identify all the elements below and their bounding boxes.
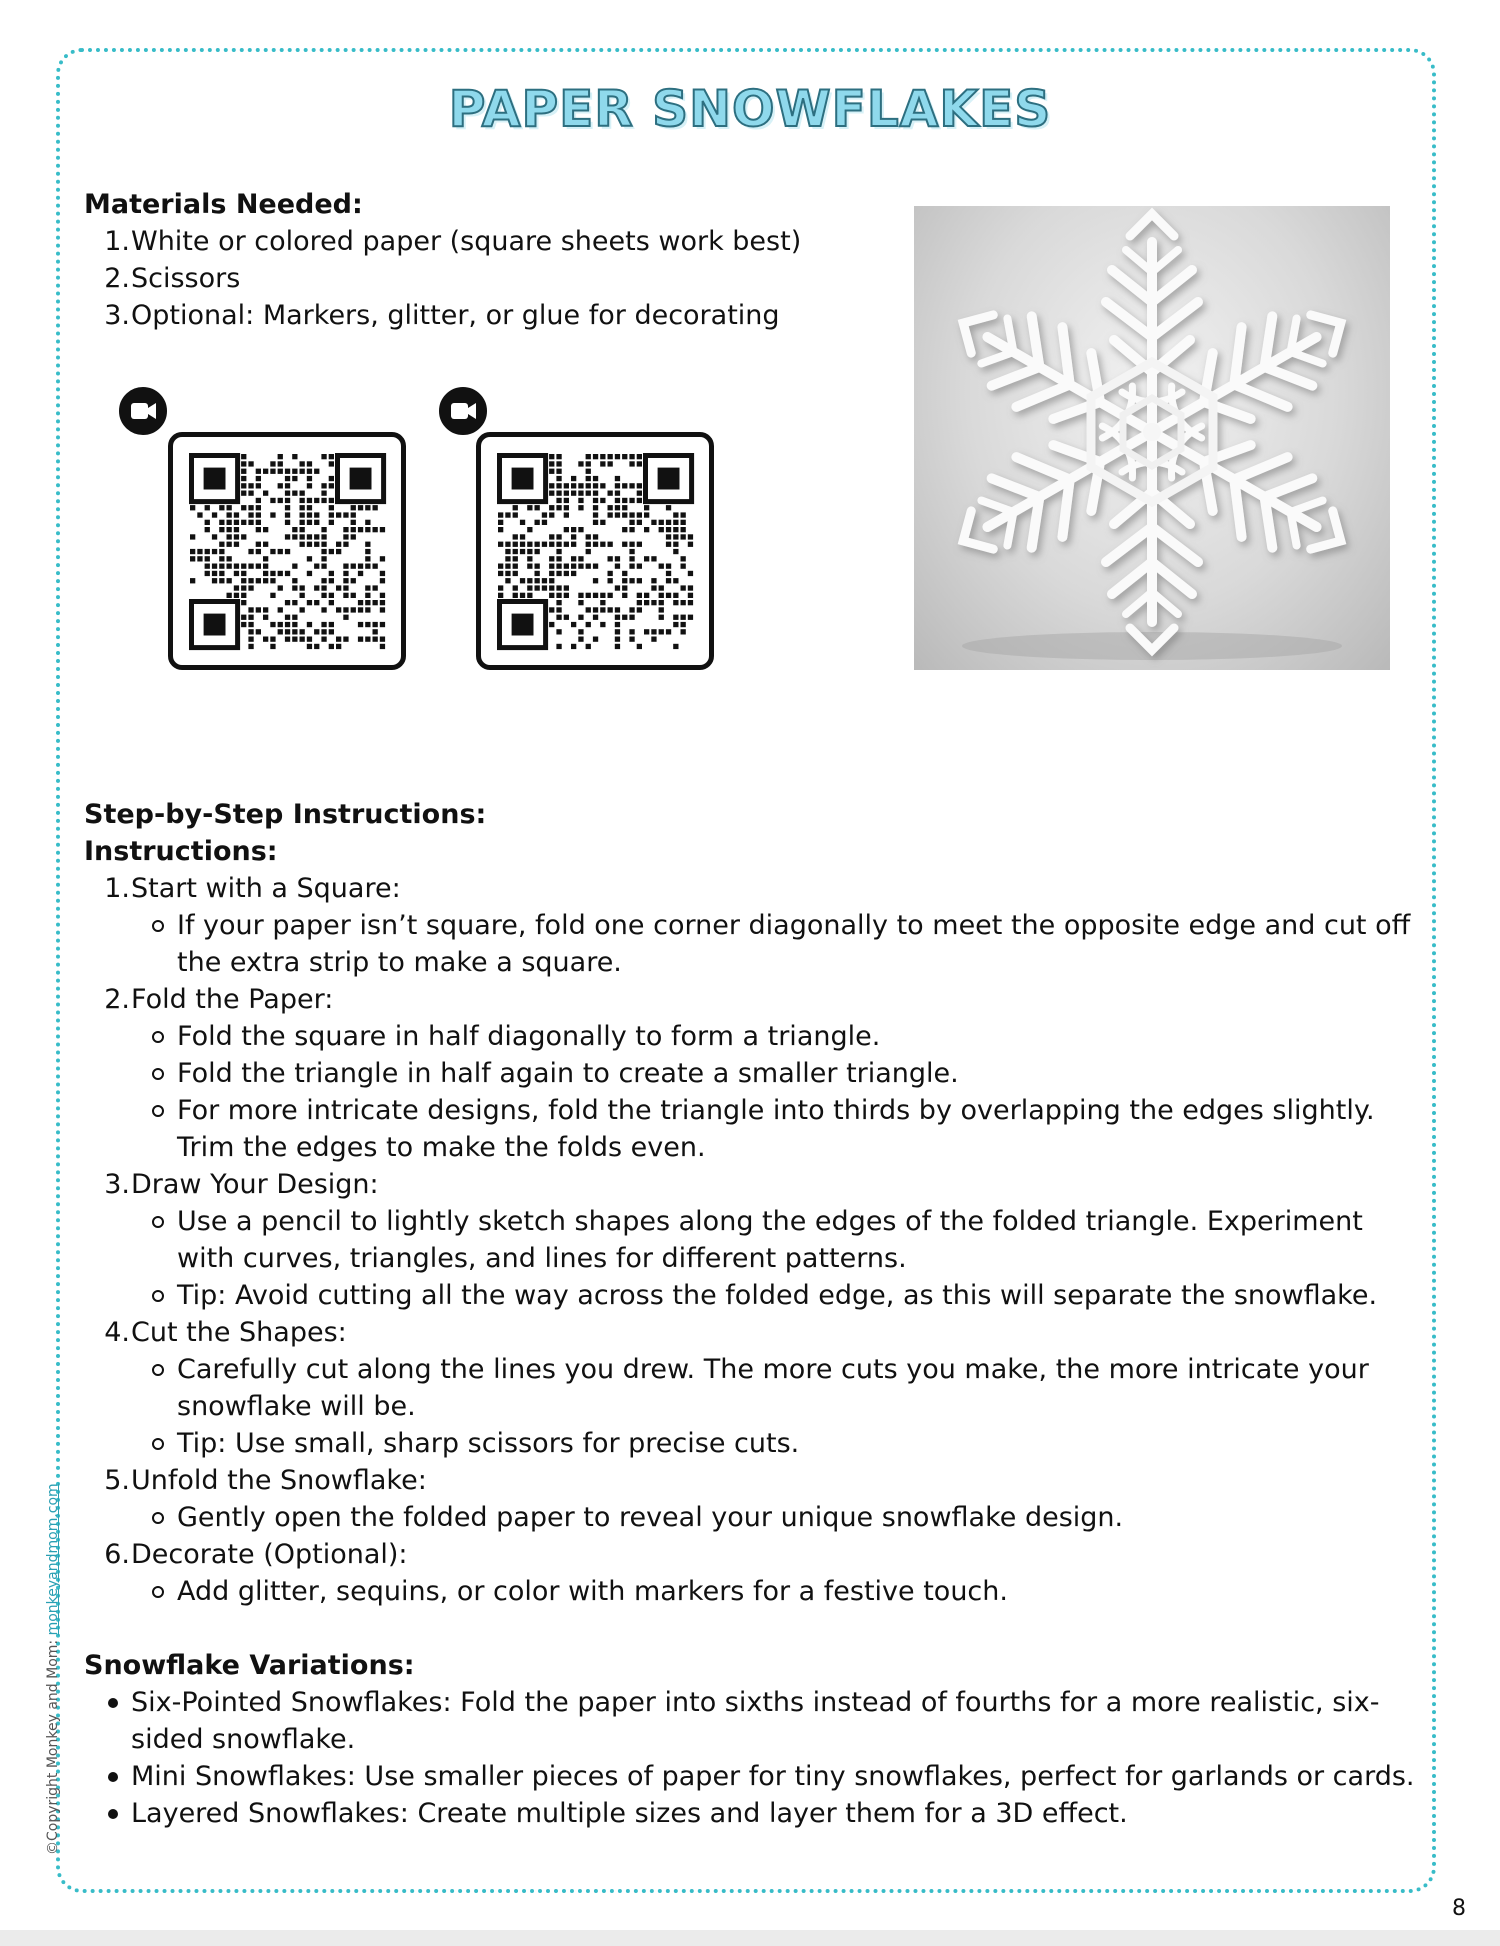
sub-step-text: Fold the square in half diagonally to form a triangle. [177, 1021, 881, 1052]
list-number: 1. [104, 226, 130, 257]
sub-bullet [152, 1586, 164, 1598]
sub-bullet [152, 1031, 164, 1043]
variation-text: Layered Snowflakes: Create multiple sizes and layer them for a 3D effect. [131, 1798, 1128, 1829]
qr-code-image [476, 432, 714, 670]
list-number: 2. [104, 263, 130, 294]
snowflake-photo [914, 206, 1390, 670]
sub-step-text: Use a pencil to lightly sketch shapes along the edges of the folded triangle. Experiment [177, 1206, 1363, 1237]
sub-step-text: snowflake will be. [177, 1391, 416, 1422]
sub-bullet [152, 1105, 164, 1117]
page-title: PAPER SNOWFLAKES [448, 80, 1052, 138]
sub-bullet [152, 1364, 164, 1376]
step-number: 3. [104, 1169, 130, 1200]
sub-step-text: with curves, triangles, and lines for different patterns. [177, 1243, 907, 1274]
step-number: 2. [104, 984, 130, 1015]
materials-heading: Materials Needed: [84, 189, 363, 220]
bullet [108, 1772, 118, 1782]
bullet [108, 1809, 118, 1819]
list-item: White or colored paper (square sheets work best) [131, 226, 802, 257]
variation-text: Six-Pointed Snowflakes: Fold the paper into sixths instead of fourths for a more realistic, six- [131, 1687, 1380, 1718]
step-title: Start with a Square: [131, 873, 401, 904]
video-camera-icon [116, 384, 170, 438]
website-link[interactable]: monkeyandmom.com [45, 1483, 61, 1636]
sub-bullet [152, 1216, 164, 1228]
step-title: Draw Your Design: [131, 1169, 379, 1200]
sub-step-text: Gently open the folded paper to reveal your unique snowflake design. [177, 1502, 1124, 1533]
bottom-bar [0, 1930, 1500, 1946]
step-number: 1. [104, 873, 130, 904]
sub-bullet [152, 1068, 164, 1080]
sub-bullet [152, 1512, 164, 1524]
list-item: Scissors [131, 263, 241, 294]
variation-text: sided snowflake. [131, 1724, 356, 1755]
qr-code-image [168, 432, 406, 670]
snowflake-illustration [914, 206, 1390, 670]
sub-step-text: If your paper isn’t square, fold one corner diagonally to meet the opposite edge and cut off [177, 910, 1411, 941]
sub-step-text: Trim the edges to make the folds even. [177, 1132, 706, 1163]
sub-bullet [152, 920, 164, 932]
sub-step-text: Add glitter, sequins, or color with markers for a festive touch. [177, 1576, 1008, 1607]
video-camera-icon [436, 384, 490, 438]
step-title: Cut the Shapes: [131, 1317, 347, 1348]
sub-step-text: Tip: Use small, sharp scissors for precise cuts. [177, 1428, 800, 1459]
sub-step-text: the extra strip to make a square. [177, 947, 622, 978]
sub-step-text: Carefully cut along the lines you drew. The more cuts you make, the more intricate your [177, 1354, 1369, 1385]
variation-text: Mini Snowflakes: Use smaller pieces of paper for tiny snowflakes, perfect for garlands or cards. [131, 1761, 1415, 1792]
step-number: 6. [104, 1539, 130, 1570]
step-number: 4. [104, 1317, 130, 1348]
step-number: 5. [104, 1465, 130, 1496]
step-title: Decorate (Optional): [131, 1539, 408, 1570]
sub-bullet [152, 1290, 164, 1302]
sub-step-text: Tip: Avoid cutting all the way across the folded edge, as this will separate the snowflake. [177, 1280, 1378, 1311]
instructions-heading: Step-by-Step Instructions: [84, 799, 487, 830]
sub-bullet [152, 1438, 164, 1450]
step-title: Fold the Paper: [131, 984, 334, 1015]
sub-step-text: Fold the triangle in half again to create a smaller triangle. [177, 1058, 959, 1089]
list-number: 3. [104, 300, 130, 331]
copyright-note [45, 1483, 61, 1855]
variations-heading: Snowflake Variations: [84, 1650, 415, 1681]
instructions-subheading: Instructions: [84, 836, 278, 867]
sub-step-text: For more intricate designs, fold the triangle into thirds by overlapping the edges slightly. [177, 1095, 1375, 1126]
step-title: Unfold the Snowflake: [131, 1465, 427, 1496]
list-item: Optional: Markers, glitter, or glue for decorating [131, 300, 780, 331]
bullet [108, 1698, 118, 1708]
copyright-text: ©Copyright Monkey and Mom: [45, 1635, 61, 1855]
page-number: 8 [1452, 1896, 1466, 1921]
